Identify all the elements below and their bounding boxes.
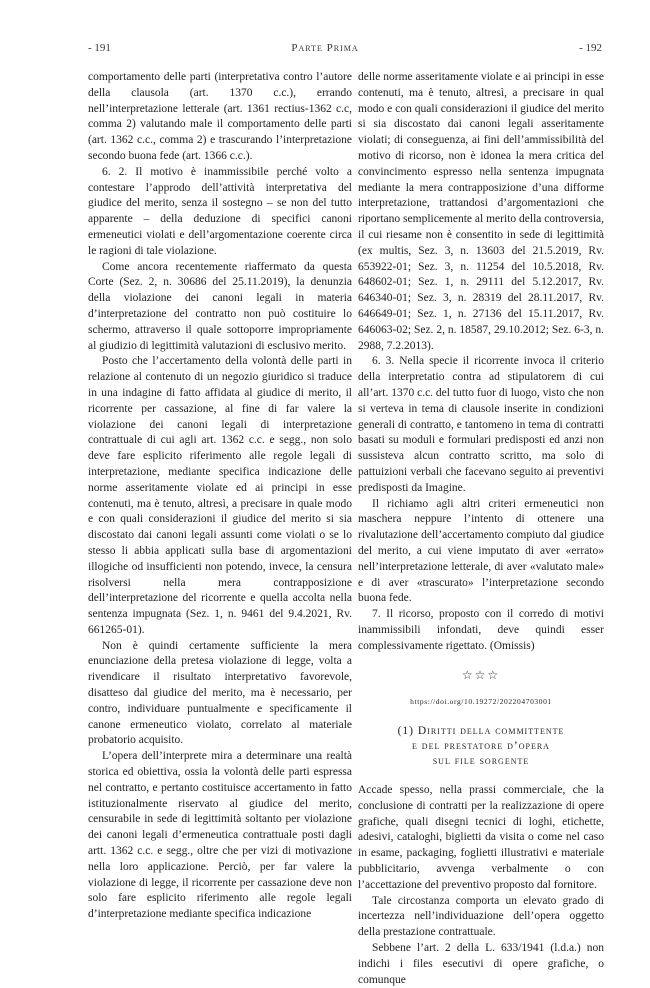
left-column [88, 70, 352, 923]
paragraph: Come ancora recentemente riaffermato da questa Corte (Sez. 2, n. 30686 del 25.11.2019), la denunzia della violazione dei canoni legali in materia d’interpretazione del contratto non può costituire lo schermo, attraverso il quale sottoporre impropriamente al giudizio di legittimità valutazioni di esclusivo merito. [88, 260, 352, 352]
page-number-left: - 191 [88, 42, 111, 54]
paragraph: Sebbene l’art. 2 della L. 633/1941 (l.d.a.) non indichi i files esecutivi di opere grafiche, o comunque [358, 942, 604, 986]
paragraph: comportamento delle parti (interpretativa contro l’autore della clausola (art. 1370 c.c.), errando nell’interpretazione letterale (art. 1361 rectius-1362 c.c, comma 2) valutando male il comportamento delle parti (art. 1362 c.c., comma 2) e trascurando l’interpretazione secondo buona fede (art. 1366 c.c.). [88, 71, 352, 162]
paragraph: 6. 3. Nella specie il ricorrente invoca il criterio della interpretatio contra ad stipulatorem di cui all’art. 1370 c.c. del tutto fuor di luogo, visto che non si verteva in tema di clausole inserite in condizioni generali di contratto, e tantomeno in tema di contratti basati su moduli e formulari predisposti ed anzi non sussisteva alcun contratto scritto, ma solo di pattuizioni verbali che facevano seguito ai preventivi predisposti da Imagine. [358, 355, 604, 494]
note-title-line: (1) Diritti della committente [397, 725, 565, 738]
paragraph: Accade spesso, nella prassi commerciale, che la conclusione di contratti per la realizzazione di opere grafiche, quali disegni tecnici di loghi, etichette, adesivi, cataloghi, biglietti da visita o come nel caso in esame, packaging, foglietti illustrativi e materiale pubblicitario, avvenga verbalmente o con l’accettazione del preventivo proposto dal fornitore. [358, 784, 604, 891]
paragraph: 6. 2. Il motivo è inammissibile perché volto a contestare l’approdo dell’attività interpretativa del giudice del merito, senza il sostegno – se non del tutto apparente – della deduzione di specifici canoni ermeneutici violati e dell’argomentazione coerente circa le ragioni di tale violazione. [88, 165, 352, 257]
paragraph: Posto che l’accertamento della volontà delle parti in relazione al contenuto di un negozio giuridico si traduce in una indagine di fatto affidata al giudice di merito, il ricorrente per cassazione, al fine di far valere la violazione dei canoni legali di interpretazione contrattuale di cui agli art. 1362 c.c. e segg., non solo deve fare esplicito riferimento alle regole legali di interpretazione, mediante specifica indicazione delle norme asseritamente violate ed ai principi in esse contenuti, ma è tenuto, altresì, a precisare in quale modo e con quali considerazioni il giudice del merito si sia discostato dai canoni legali assunti come violati o se lo stesso li abbia applicati sulla base di argomentazioni illogiche od insufficienti non potendo, invece, la censura risolversi nella mera contrapposizione dell’interpretazione del ricorrente e quella accolta nella sentenza impugnata (Sez. 1, n. 9461 del 9.4.2021, Rv. 661265-01). [88, 355, 352, 636]
note-title-line: sul file sorgente [432, 755, 530, 768]
note-title [358, 724, 604, 769]
running-header [0, 42, 650, 56]
note-title-line: e del prestatore d’opera [412, 740, 550, 753]
page-number-right: - 192 [579, 42, 602, 54]
paragraph: Tale circostanza comporta un elevato grado di incertezza nell’individuazione dell’opera oggetto della prestazione contrattuale. [358, 894, 604, 939]
paragraph: Non è quindi certamente sufficiente la mera enunciazione della pretesa violazione di legge, volta a rivendicare il risultato interpretativo favorevole, disatteso dal giudice del merito, ma è necessario, per contro, individuare puntualmente e specificamente il canone ermeneutico violato, correlato al materiale probatorio acquisito. [88, 639, 352, 747]
right-column [358, 70, 604, 988]
paragraph: L’opera dell’interprete mira a determinare una realtà storica ed obiettiva, ossia la volontà delle parti espressa nel contratto, e pertanto costituisce accertamento in fatto istituzionalmente riservato al giudice del merito, censurabile in sede di legittimità soltanto per violazione dei canoni legali d’ermeneutica contrattuale posti dagli artt. 1362 c.c. e segg., oltre che per vizi di motivazione nella loro applicazione. Perciò, per far valere la violazione di legge, il ricorrente per cassazione deve non solo fare esplicito riferimento alle regole legali d’interpretazione mediante specifica indicazione [88, 750, 352, 921]
doi-link[interactable]: https://doi.org/10.19272/202204703001 [410, 697, 552, 707]
section-divider-stars: ☆☆☆ [461, 668, 501, 683]
paragraph: delle norme asseritamente violate e ai principi in esse contenuti, ma è tenuto, altresì, a precisare in qual modo e con quali considerazioni il giudice del merito si sia discostato dai canoni legali asseritamente violati; di conseguenza, ai fini dell’ammissibilità del motivo di ricorso, non è idonea la mera critica del convincimento espresso nella sentenza impugnata mediante la mera contrapposizione d’una difforme interpretazione, trattandosi d’argomentazioni che riportano semplicemente al merito della controversia, il cui riesame non è consentito in sede di legittimità (ex multis, Sez. 3, n. 13603 del 21.5.2019, Rv. 653922-01; Sez. 3, n. 11254 del 10.5.2018, Rv. 648602-01; Sez. 1, n. 29111 del 5.12.2017, Rv. 646340-01; Sez. 3, n. 28319 del 28.11.2017, Rv. 646649-01; Sez. 1, n. 27136 del 15.11.2017, Rv. 646063-02; Sez. 2, n. 18587, 29.10.2012; Sez. 6-3, n. 2988, 7.2.2013). [358, 71, 604, 352]
paragraph: Il richiamo agli altri criteri ermeneutici non maschera neppure l’intento di ottenere una rivalutazione dell’accertamento compiuto dal giudice del merito, a cui viene imputato di aver «errato» nell’interpretazione letterale, di aver «valutato male» e di aver «trascurato» l’interpretazione secondo buona fede. [358, 497, 604, 605]
running-title: Parte Prima [291, 42, 359, 54]
paragraph: 7. Il ricorso, proposto con il corredo di motivi inammissibili infondati, deve quindi esser complessivamente rigettato. (Omissis) [358, 608, 604, 652]
